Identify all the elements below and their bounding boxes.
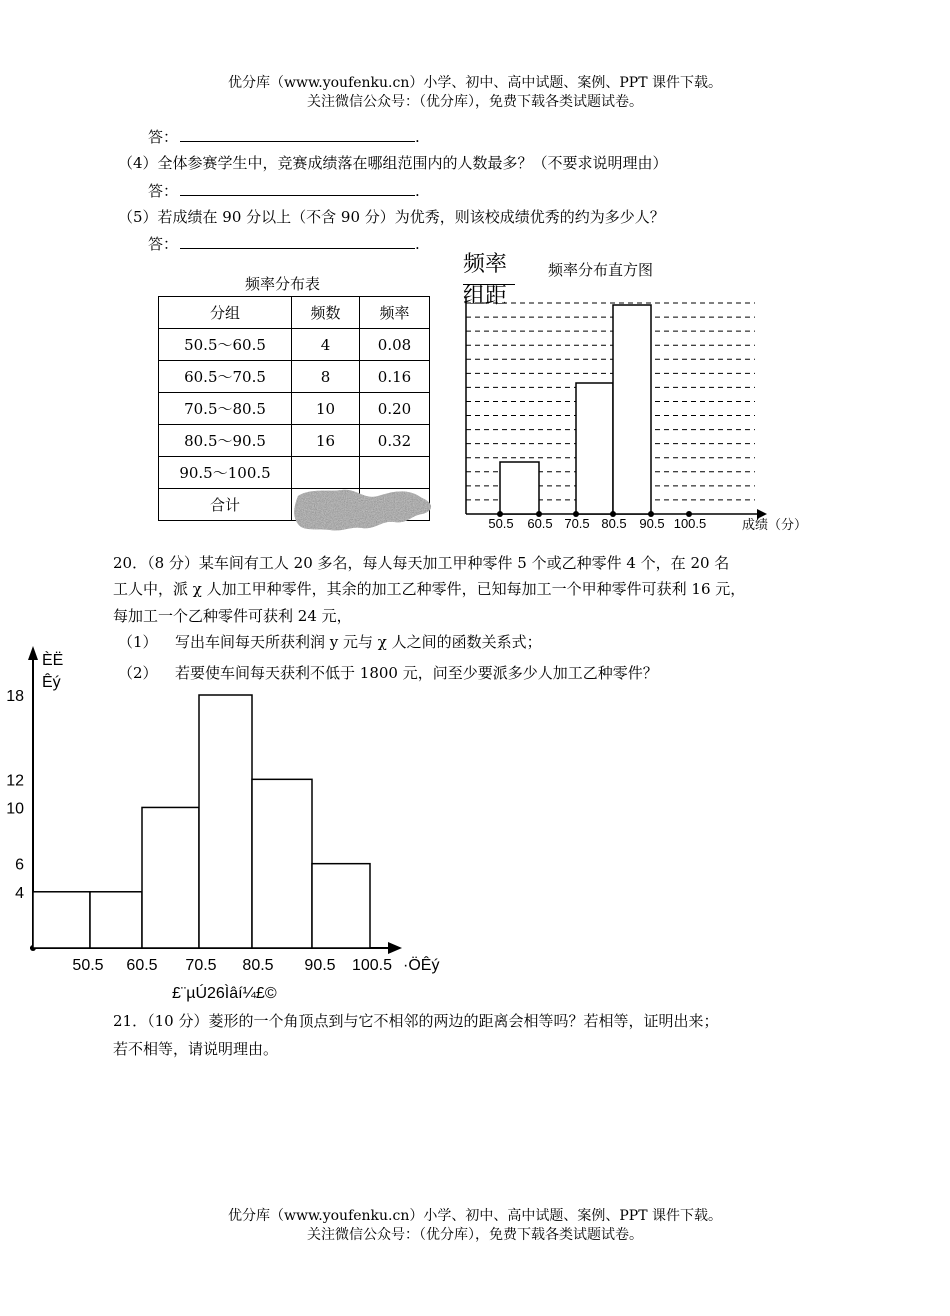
x-tick-label: 100.5 [351,957,393,974]
x-tick-label: 50.5 [488,516,514,530]
answer-end: . [415,235,420,253]
table-row [159,393,430,425]
table-cell: 4 [292,329,360,361]
table-cell: 16 [292,425,360,457]
histogram-bar [142,807,199,948]
y-tick-label: 6 [15,856,24,874]
histogram-bar [33,892,90,948]
hist-ylabel-top: 频率 [463,252,508,277]
q21-line2: 若不相等，请说明理由。 [113,1040,279,1058]
answer-blank [180,181,415,196]
table-header-cell: 分组 [159,297,292,329]
freq-table-title: 频率分布表 [245,275,321,293]
x-tick-label: 80.5 [601,516,627,530]
ink-blot-image [290,486,438,536]
answer-line-3 [148,126,420,147]
table-cell [292,457,360,489]
table-header-cell: 频数 [292,297,360,329]
y-axis-label-line1: ÈË [42,652,64,669]
table-row [159,457,430,489]
x-tick-label: 70.5 [564,516,590,530]
q20-sub2: 若要使车间每天获利不低于 1800 元，问至少要派多少人加工乙种零件？ [175,664,658,682]
table-cell: 0.08 [360,329,430,361]
table-cell: 8 [292,361,360,393]
table-cell: 70.5～80.5 [159,393,292,425]
answer-blank [180,234,415,249]
y-tick-label: 12 [6,772,24,790]
x-tick-label: 80.5 [242,957,274,974]
table-row [159,425,430,457]
q20-line1: 20．（8 分）某车间有工人 20 多名，每人每天加工甲种零件 5 个或乙种零件 4 个，在 20 名 [113,554,730,572]
q20-line3: 每加工一个乙种零件可获利 24 元， [113,607,352,625]
hist-bar [500,462,539,514]
table-cell: 合计 [159,489,292,521]
x-axis-label: ·ÖÊý [403,957,440,974]
table-cell: 90.5～100.5 [159,457,292,489]
histogram-bar [199,695,252,948]
y-tick-label: 4 [15,884,24,902]
question-4: （4）全体参赛学生中，竞赛成绩落在哪组范围内的人数最多？（不要求说明理由） [118,154,668,172]
x-tick-label: 50.5 [72,957,104,974]
x-tick-label: 60.5 [527,516,553,530]
chart-caption: £¨µÚ26Ìâí¼£© [172,985,277,1002]
table-row [159,361,430,393]
histogram-chart [0,640,460,1010]
q20-sub1: 写出车间每天所获利润 y 元与 χ 人之间的函数关系式； [175,633,542,651]
answer-line-4 [148,180,420,201]
hist-title: 频率分布直方图 [548,261,654,279]
table-cell: 0.32 [360,425,430,457]
page-footer-line2: 关注微信公众号：（优分库），免费下载各类试题试卷。 [307,1227,643,1243]
x-tick-label: 100.5 [673,516,707,530]
answer-label: 答： [148,128,179,146]
answer-label: 答： [148,235,179,253]
y-axis-label-line2: Êý [42,674,61,691]
table-cell: 0.20 [360,393,430,425]
x-tick-label: 90.5 [304,957,336,974]
histogram-bar [312,864,370,948]
table-cell: 50.5～60.5 [159,329,292,361]
q21-line1: 21．（10 分）菱形的一个角顶点到与它不相邻的两边的距离会相等吗？若相等，证明出来； [113,1012,719,1030]
table-cell [360,457,430,489]
x-tick-label: 70.5 [185,957,217,974]
y-axis-arrow [28,646,38,660]
answer-line-5 [148,233,420,254]
y-tick-label: 18 [6,688,24,705]
q20-sub2-num: （2） [118,664,158,682]
page-header-line1: 优分库（www.youfenku.cn）小学、初中、高中试题、案例、PPT 课件下载。 [227,75,722,91]
x-tick-label: 90.5 [639,516,665,530]
table-cell: 0.16 [360,361,430,393]
hist-bar [576,383,613,514]
x-tick-label: 60.5 [126,957,158,974]
answer-label: 答： [148,182,179,200]
hist-right-chart [455,295,785,530]
y-tick-label: 10 [6,800,24,818]
answer-end: . [415,128,420,146]
page-footer-line1: 优分库（www.youfenku.cn）小学、初中、高中试题、案例、PPT 课件下载。 [227,1208,722,1224]
table-cell: 60.5～70.5 [159,361,292,393]
x-axis-arrow [388,942,402,954]
histogram-bar [252,779,312,948]
q20-line2: 工人中，派 χ 人加工甲种零件，其余的加工乙种零件，已知每加工一个甲种零件可获利 16 元， [113,580,746,598]
histogram-bar [90,892,142,948]
question-5: （5）若成绩在 90 分以上（不含 90 分）为优秀，则该校成绩优秀的约为多少人？ [118,208,665,226]
table-header-row [159,297,430,329]
table-cell: 80.5～90.5 [159,425,292,457]
hist-xlabel: 成绩（分） [742,518,808,533]
answer-end: . [415,182,420,200]
q20-sub1-num: （1） [118,633,158,651]
table-cell: 10 [292,393,360,425]
hist-bar [613,305,651,514]
answer-blank [180,127,415,142]
hist-ylabel-bottom: 组距 [463,284,508,308]
page-header-line2: 关注微信公众号：（优分库），免费下载各类试题试卷。 [307,94,643,110]
table-row [159,329,430,361]
table-header-cell: 频率 [360,297,430,329]
